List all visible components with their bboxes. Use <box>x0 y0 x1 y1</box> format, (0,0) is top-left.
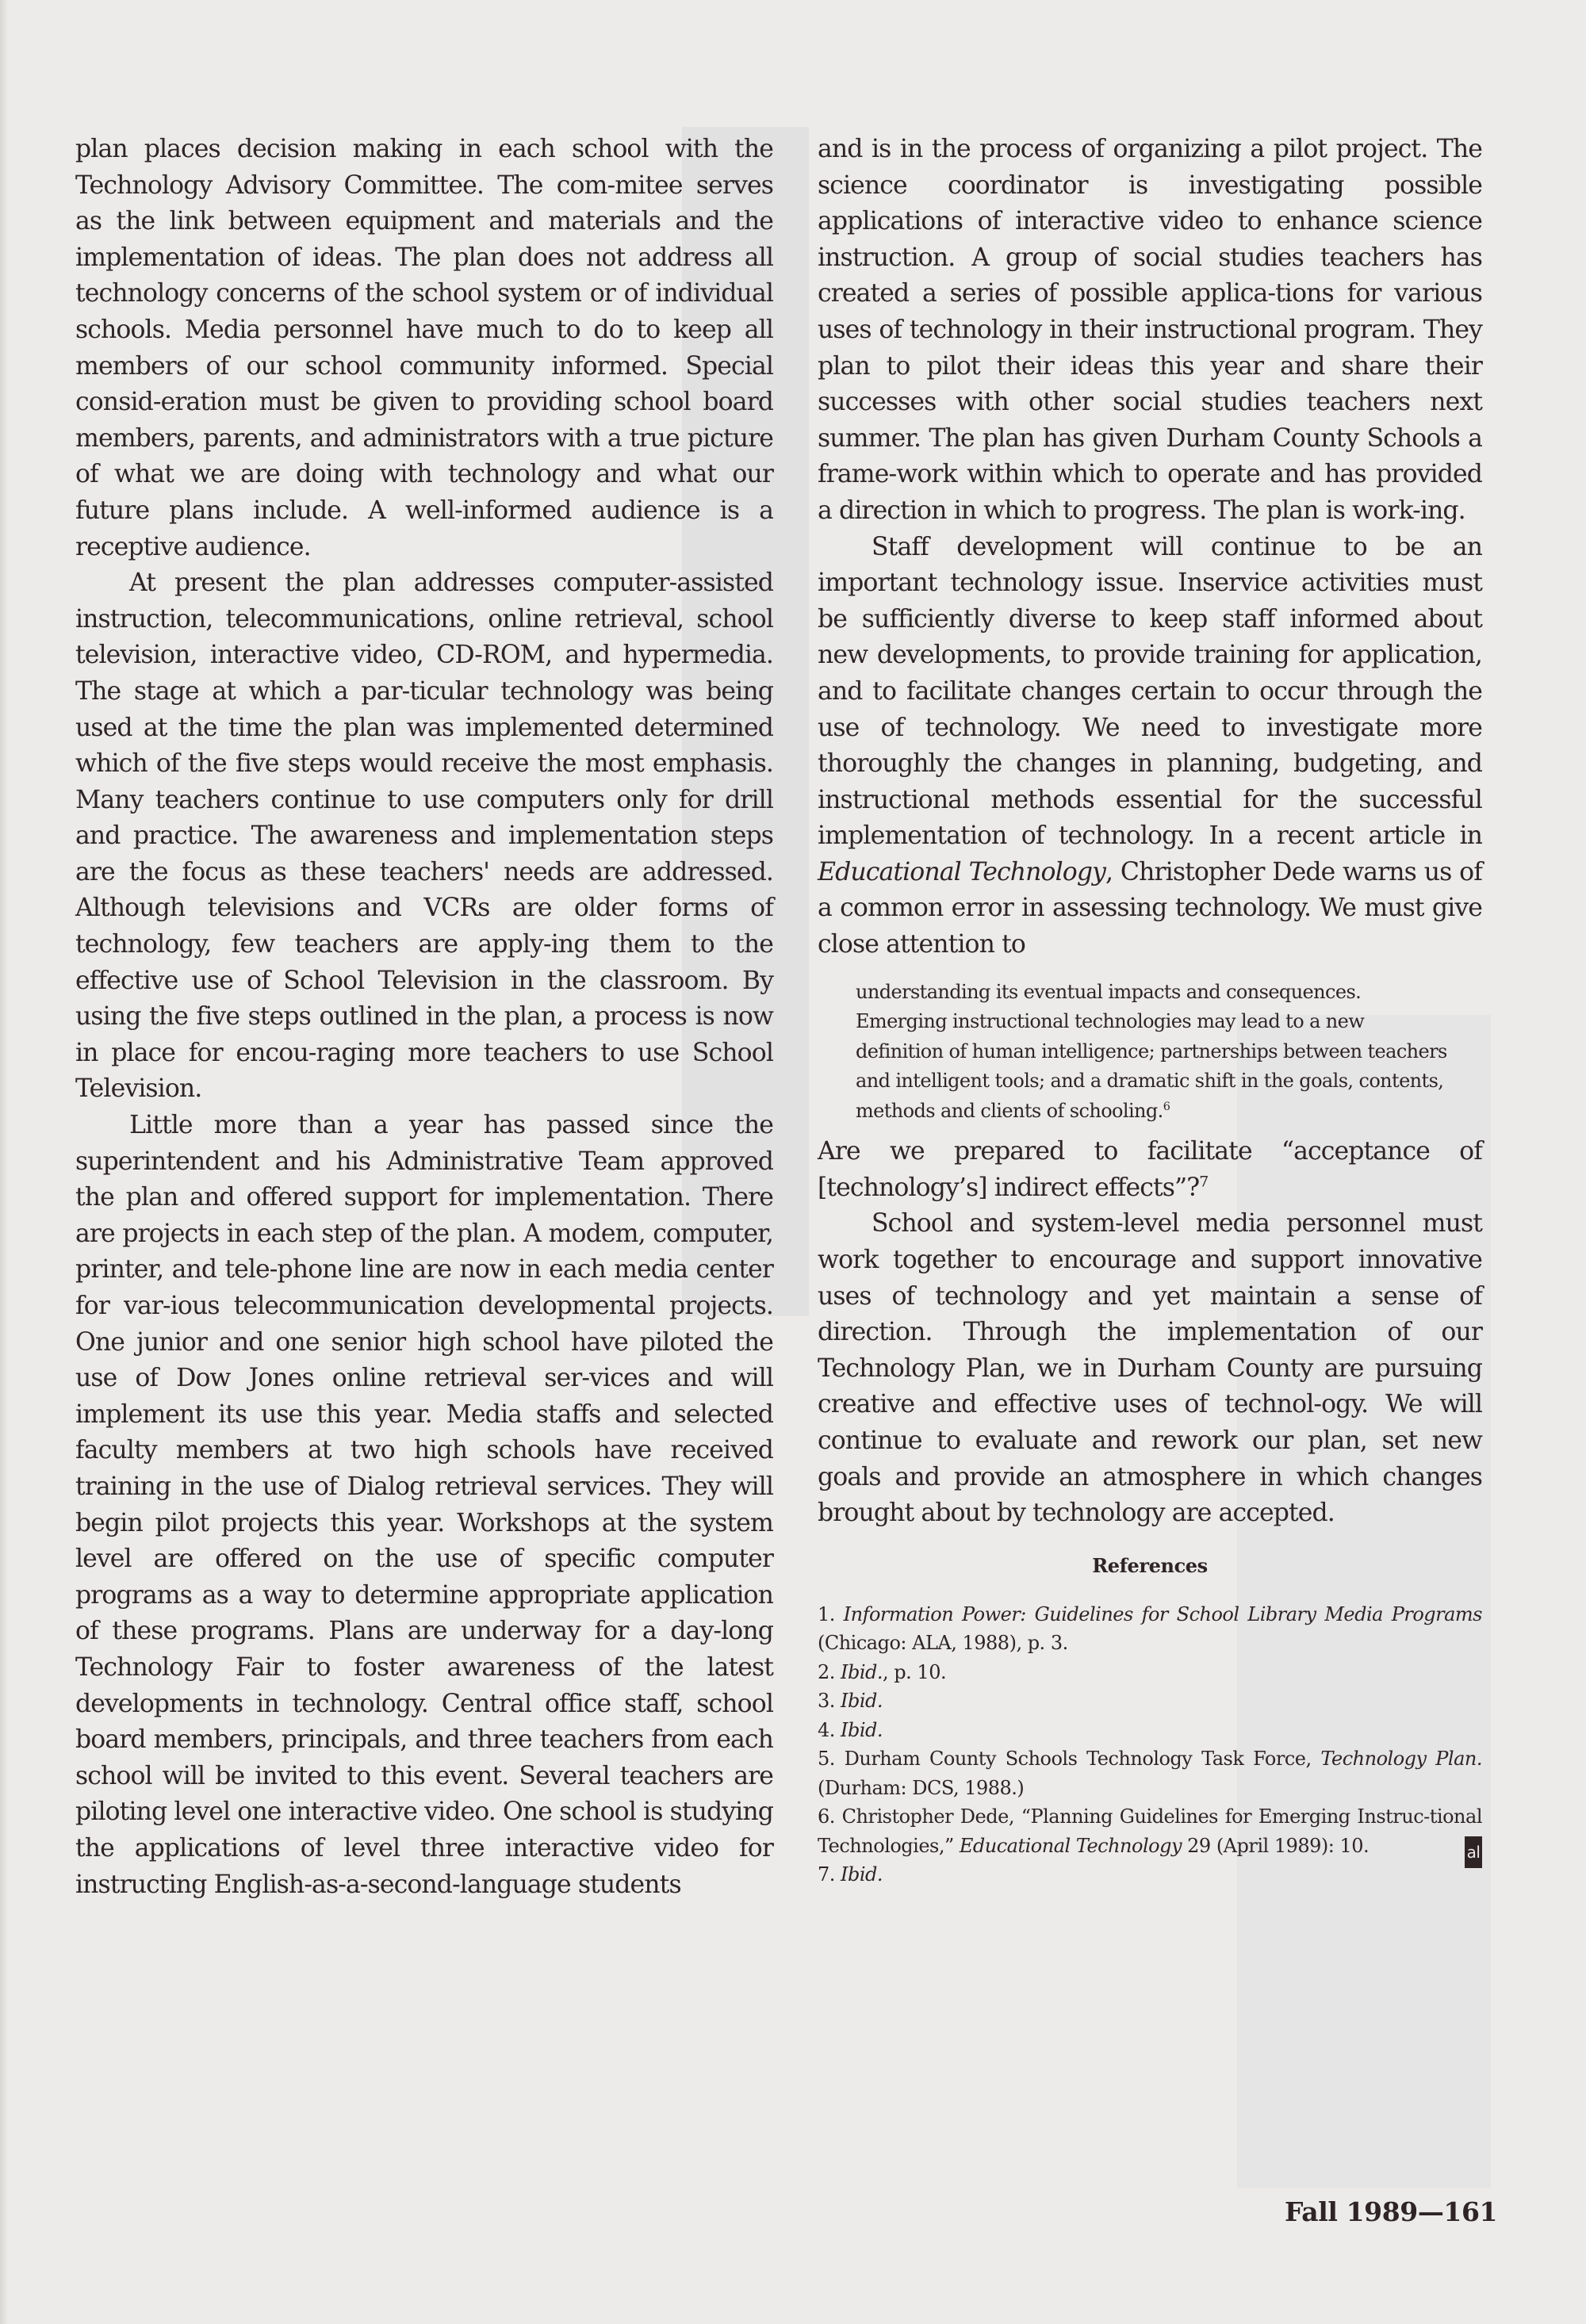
reference-title: Ibid. <box>841 1863 883 1886</box>
page-edge <box>0 0 8 2324</box>
journal-title: Educational Technology <box>818 857 1105 886</box>
reference-title: Information Power: Guidelines for School Library Media Programs <box>843 1602 1482 1625</box>
paragraph: Little more than a year has passed since the superintendent and his Administrative Team approved the plan and offered support for implementation. There are projects in each step of the plan. A modem, computer, printer, and tele-phone line are now in each media center for var-ious telecommunication developmental projects. One junior and one senior high school have piloted the use of Dow Jones online retrieval ser-vices and will implement its use this year. Media staffs and selected faculty members at two high schools have received training in the use of Dialog retrieval services. They will begin pilot projects this year. Workshops at the system level are offered on the use of specific computer programs as a way to determine appropriate application of these programs. Plans are underway for a day-long Technology Fair to foster awareness of the latest developments in technology. Central office staff, school board members, principals, and three teachers from each school will be invited to this event. Several teachers are piloting level one interactive video. One school is studying the applications of level three interactive video for instructing English-as-a-second-language students <box>75 1111 773 1899</box>
reference-title: Ibid. <box>841 1690 883 1713</box>
reference-item: 2. Ibid., p. 10. <box>818 1660 947 1683</box>
reference-item: 5. Durham County Schools Technology Task Force, Technology Plan. (Durham: DCS, 1988.) <box>818 1748 1482 1799</box>
footnote-marker: 6 <box>1163 1100 1170 1113</box>
paragraph: and is in the process of organizing a pilot project. The science coordinator is investigating possible applications of interactive video to enhance science instruction. A group of social studies teachers has created a series of possible applica-tions for various uses of technology in their instructional program. They plan to pilot their ideas this year and share their successes with other social studies teachers next summer. The plan has given Durham County Schools a frame-work within which to operate and has provided a direction in which to progress. The plan is work-ing. <box>818 135 1482 525</box>
paragraph-text: Staff development will continue to be an important technology issue. Inservice activities must be sufficiently diverse to keep staff informed about new developments, to provide training for application, and to facilitate changes certain to occur through the use of technology. We need to investigate more thoroughly the changes in planning, budgeting, and instructional methods essential for the successful implementation of technology. In a recent article in <box>818 532 1482 851</box>
paragraph-text: Are we prepared to facilitate “acceptance of [technology’s] indirect effects”? <box>818 1137 1482 1202</box>
reference-item: 1. Information Power: Guidelines for School Library Media Programs (Chicago: ALA, 1988), p. 3. <box>818 1602 1482 1655</box>
reference-item: 4. Ibid. <box>818 1718 883 1741</box>
references-heading: References <box>1092 1553 1208 1577</box>
paragraph: plan places decision making in each school with the Technology Advisory Committee. The com-mitee serves as the link between equipment and materials and the implementation of ideas. The plan does not address all technology concerns of the school system or of individual schools. Media personnel have much to do to keep all members of our school community informed. Special consid-eration must be given to providing school board members, parents, and administrators with a true picture of what we are doing with technology and what our future plans include. A well-informed audience is a receptive audience. <box>75 135 773 561</box>
left-column <box>75 132 773 1903</box>
block-quote <box>856 978 1454 1127</box>
paragraph: At present the plan addresses computer-assisted instruction, telecommunications, online retrieval, school television, interactive video, CD-ROM, and hypermedia. The stage at which a par-ticular technology was being used at the time the plan was implemented determined which of the five steps would receive the most emphasis. Many teachers continue to use computers only for drill and practice. The awareness and implementation steps are the focus as these teachers' needs are addressed. Although televisions and VCRs are older forms of technology, few teachers are apply-ing them to the effective use of School Television in the classroom. By using the five steps outlined in the plan, a process is now in place for encou-raging more teachers to use School Television. <box>75 569 773 1104</box>
right-column <box>818 132 1482 1889</box>
page-footer: Fall 1989—161 <box>1285 2196 1498 2227</box>
reference-item: 6. Christopher Dede, “Planning Guidelines for Emerging Instruc-tional Technologies,” Educational Technology 29 (April 1989): 10. <box>818 1805 1482 1857</box>
reference-title: Educational Technology <box>959 1834 1182 1857</box>
reference-title: Technology Plan. <box>1320 1748 1482 1771</box>
references-list <box>818 1600 1482 1889</box>
paragraph-text: , Christopher Dede warns us of a common error in assessing technology. We must give close attention to <box>818 857 1482 959</box>
paragraph <box>818 1134 1482 1206</box>
quote-text: understanding its eventual impacts and consequences. Emerging instructional technologies may lead to a new definition of human intelligence; partnerships between teachers and intelligent tools; and a dramatic shift in the goals, contents, methods and clients of schooling. <box>856 980 1447 1122</box>
reference-item: 3. Ibid. <box>818 1690 883 1713</box>
reference-title: Ibid. <box>841 1718 883 1741</box>
footnote-marker: 7 <box>1199 1173 1209 1191</box>
reference-item: 7. Ibid. al <box>818 1860 1482 1889</box>
reference-title: Ibid. <box>841 1660 883 1683</box>
end-mark-logo-icon: al <box>1465 1836 1482 1868</box>
paragraph: School and system-level media personnel must work together to encourage and support innovative uses of technology and yet maintain a sense of direction. Through the implementation of our Technology Plan, we in Durham County are pursuing creative and effective uses of technol-ogy. We will continue to evaluate and rework our plan, set new goals and provide an atmosphere in which changes brought about by technology are accepted. <box>818 1209 1482 1528</box>
paragraph <box>818 530 1482 963</box>
